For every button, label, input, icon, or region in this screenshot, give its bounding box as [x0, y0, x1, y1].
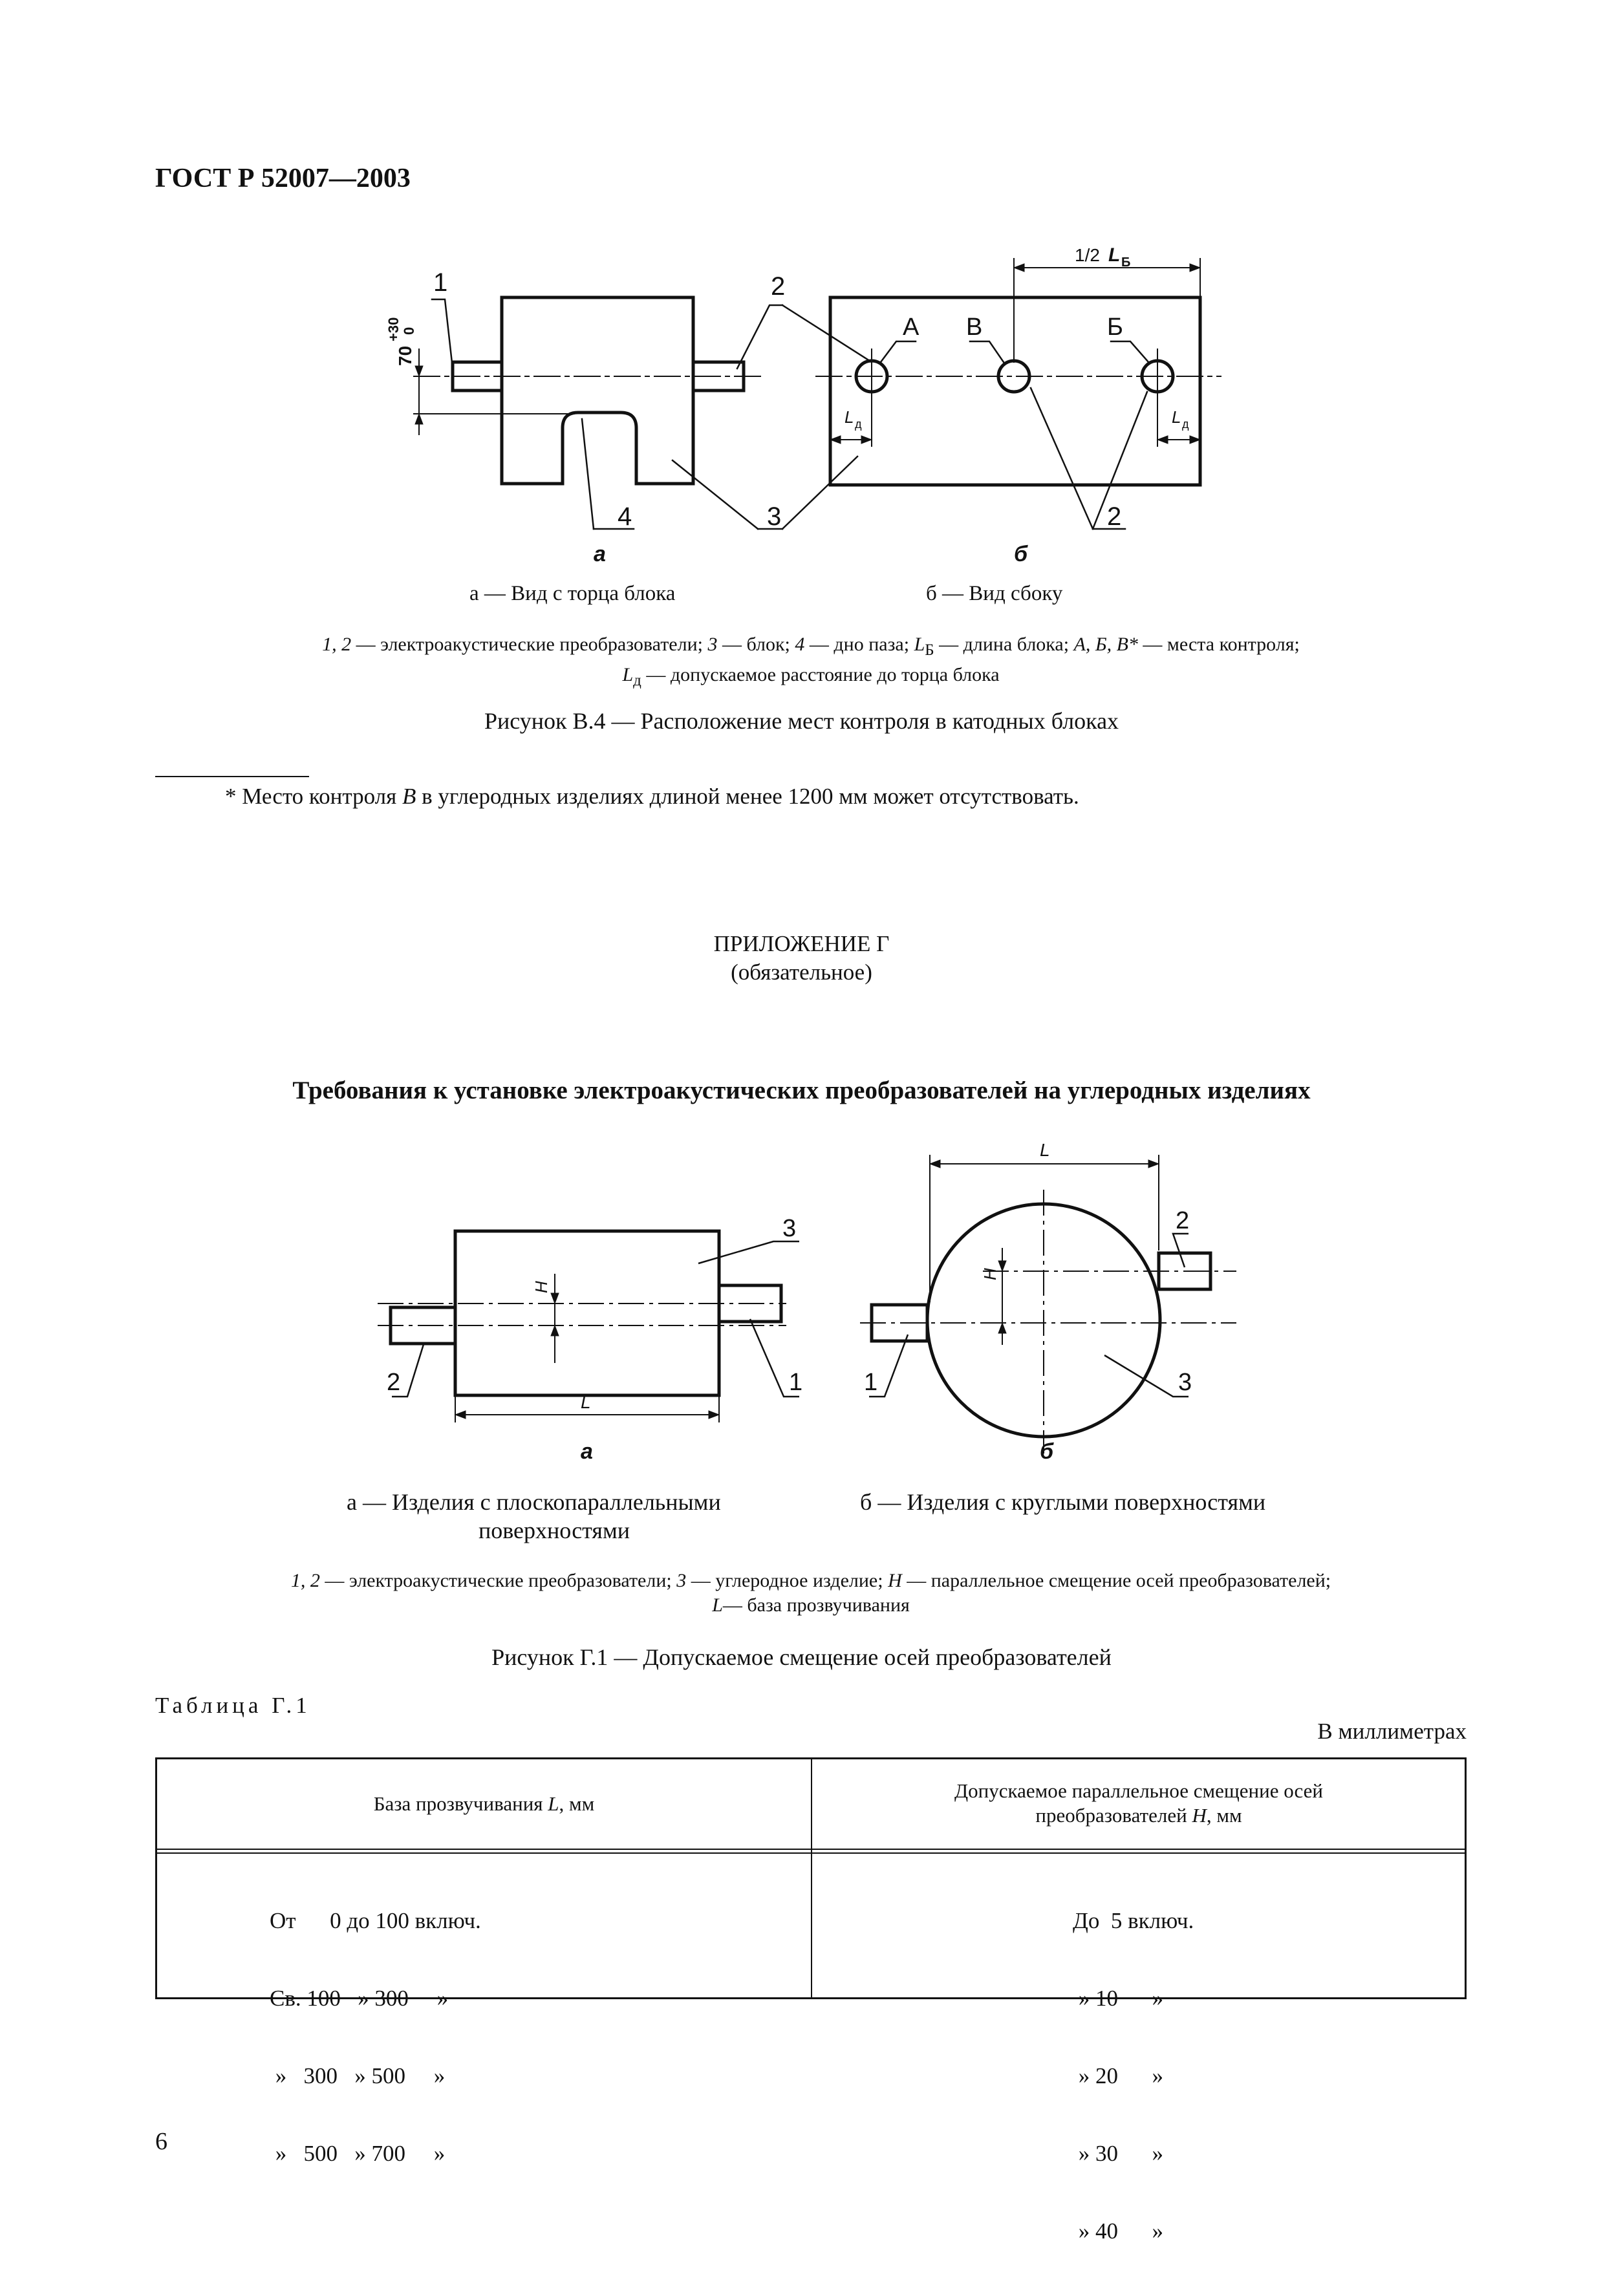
table-col2-cell — [1073, 1856, 1194, 2296]
table-row: Св. 100 » 300 » — [270, 1986, 449, 2011]
flat-product-outline — [455, 1231, 719, 1395]
footnote-divider — [155, 776, 309, 777]
table-row: » 30 » — [1073, 2141, 1163, 2166]
g1-legend — [155, 1569, 1467, 1618]
g1-label-2b: 2 — [1176, 1207, 1190, 1234]
table-row: » 500 » 700 » — [270, 2141, 446, 2166]
g1-label-3b: 3 — [1178, 1369, 1192, 1396]
g1-legend-line1: 1, 2 — электроакустические преобразователи; 3 — углеродное изделие; H — параллельное смещение осей преобразователей; — [290, 1570, 1331, 1591]
g1-subcaption-a-line2: поверхностями — [479, 1518, 630, 1543]
b4-ld-left-symbol: L — [845, 407, 854, 427]
b4-point-v-label: В — [966, 314, 983, 341]
b4-legend — [155, 632, 1467, 693]
b4-half-length-sub: Б — [1121, 255, 1131, 270]
b4-point-a-label: А — [903, 314, 920, 341]
b4-subcaption-a: а — Вид с торца блока — [469, 582, 676, 605]
page-number: 6 — [155, 2128, 167, 2155]
b4-label-4: 4 — [618, 502, 632, 531]
b4-ld-right-sub: д — [1182, 418, 1189, 431]
g1-legend-line2: L— база прозвучивания — [712, 1594, 910, 1616]
table-row: » 20 » — [1073, 2063, 1163, 2088]
b4-figure-title: Рисунок В.4 — Расположение мест контроля в катодных блоках — [484, 708, 1119, 734]
appendix-title: ПРИЛОЖЕНИЕ Г — [713, 931, 890, 956]
g1-subcaption-b: б — Изделия с круглыми поверхностями — [860, 1489, 1266, 1515]
g1-label-1b: 1 — [864, 1369, 878, 1396]
document-header: ГОСТ Р 52007—2003 — [155, 164, 411, 193]
b4-ld-left-sub: д — [855, 418, 862, 431]
b4-label-3: 3 — [767, 502, 782, 531]
g1-figure-title: Рисунок Г.1 — Допускаемое смещение осей преобразователей — [491, 1644, 1112, 1670]
b4-half-length-prefix: 1/2 — [1075, 245, 1100, 265]
b4-label-2b: 2 — [1107, 502, 1122, 531]
g1-view-a-letter: а — [581, 1439, 593, 1464]
block-end-view-outline — [502, 297, 693, 484]
g1-label-La: L — [581, 1392, 591, 1412]
table-row: » 40 » — [1073, 2218, 1163, 2244]
figure-g1-drawing — [0, 1125, 1603, 1474]
table-col1-cell — [270, 1856, 481, 2218]
b4-label-1: 1 — [433, 268, 448, 297]
g1-label-1a: 1 — [789, 1369, 803, 1396]
b4-ld-right-symbol: L — [1172, 407, 1181, 427]
b4-view-b-letter: б — [1014, 542, 1028, 566]
table-row: От 0 до 100 включ. — [270, 1908, 481, 1933]
table-caption: Таблица Г.1 — [155, 1693, 311, 1718]
g1-label-2a: 2 — [387, 1369, 401, 1396]
table-row: » 10 » — [1073, 1986, 1163, 2011]
g1-label-Hb: H — [980, 1268, 1000, 1280]
g1-label-Lb: L — [1040, 1140, 1050, 1160]
b4-subcaption-b: б — Вид сбоку — [926, 582, 1063, 605]
b4-tolerance-lower: 0 — [401, 327, 417, 335]
table-row: До 5 включ. — [1073, 1908, 1194, 1933]
table-row: » 300 » 500 » — [270, 2063, 446, 2088]
b4-view-a-letter: а — [594, 542, 606, 566]
g1-label-Ha: H — [532, 1281, 551, 1293]
section-title: Требования к установке электроакустических преобразователей на углеродных изделиях — [292, 1077, 1311, 1104]
g1-label-3a: 3 — [782, 1215, 797, 1242]
g1-subcaption-a-line1: а — Изделия с плоскопараллельными — [347, 1489, 721, 1515]
b4-tolerance-value: 70 — [395, 345, 415, 366]
footnote: * Место контроля В в углеродных изделиях длиной менее 1200 мм может отсутствовать. — [225, 784, 1079, 809]
figure-b4-drawing — [0, 0, 1603, 582]
b4-half-length-symbol: L — [1108, 244, 1121, 266]
table-g1 — [155, 1757, 1467, 2244]
b4-tolerance-upper: +30 — [385, 317, 402, 341]
g1-view-b-letter: б — [1040, 1439, 1054, 1464]
table-header-col2: Допускаемое параллельное смещение осей преобразователей H, мм — [954, 1779, 1323, 1827]
b4-legend-line2: $L_д$ — допускаемое расстояние до торца блока — [622, 664, 1000, 689]
b4-label-2a: 2 — [771, 272, 786, 301]
b4-point-b-label: Б — [1107, 314, 1123, 341]
b4-legend-line1: 1, 2 — электроакустические преобразователи; 3 — блок; 4 — дно паза; $L_Б$ — длина блока; А, Б, В* — места контроля; — [322, 634, 1300, 659]
table-header-col1: База прозвучивания L, мм — [373, 1792, 595, 1815]
appendix-status: (обязательное) — [731, 960, 872, 985]
table-units: В миллиметрах — [1317, 1719, 1467, 1744]
